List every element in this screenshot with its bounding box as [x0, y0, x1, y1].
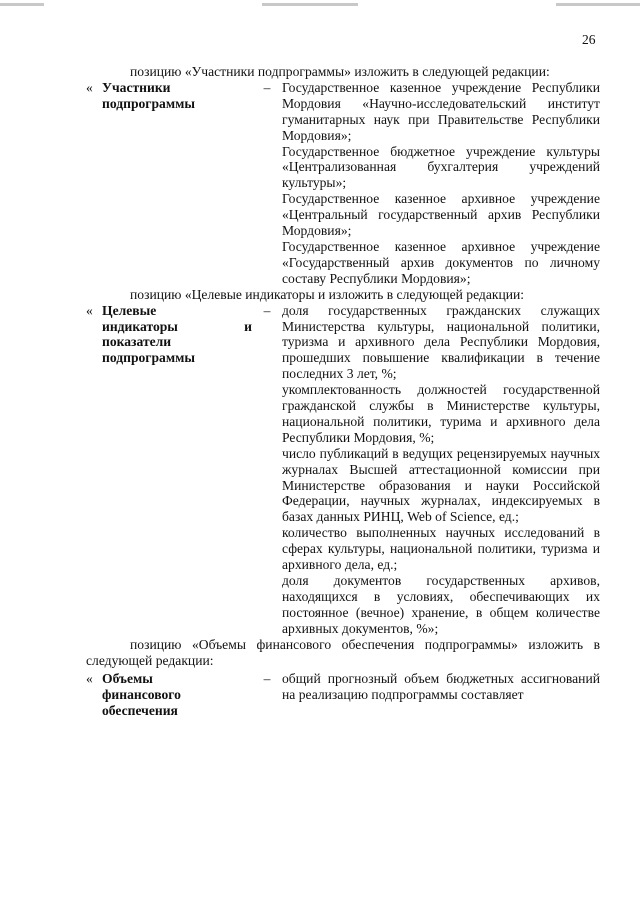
content-item: Государственное казенное учреждение Республики Мордовия «Научно-исследовательский институт гуманитарных наук при Правительстве Республики Мордовия»; — [282, 79, 600, 143]
page-number: 26 — [582, 32, 596, 47]
label-dash: – — [263, 671, 271, 687]
label-dash: – — [263, 302, 271, 318]
content-item: доля документов государственных архивов, находящихся в условиях, обеспечивающих их постоянное (вечное) хранение, в общем количестве архивных документов, %»; — [282, 573, 600, 636]
label-line: индикаторы и — [102, 318, 252, 334]
position-label — [102, 303, 252, 367]
label-line: показатели — [102, 334, 172, 350]
content-item: число публикаций в ведущих рецензируемых научных журналах Высшей аттестационной комиссии при Министерстве образования и науки Российской Федерации, научных журналах, индексируемых в базах данных РИНЦ, Web of Science, ед.; — [282, 445, 600, 525]
scan-artifact — [556, 3, 640, 6]
section-row-financing — [86, 671, 600, 719]
section-row-participants — [86, 80, 600, 287]
scan-artifact — [0, 3, 44, 6]
opening-quote: « — [86, 671, 93, 687]
label-dash: – — [263, 79, 271, 95]
content-item: общий прогнозный объем бюджетных ассигнований на реализацию подпрограммы составляет — [282, 671, 600, 703]
position-content — [282, 303, 600, 637]
opening-quote: « — [86, 302, 93, 318]
label-line: Объемы — [102, 671, 153, 687]
section-row-indicators — [86, 303, 600, 637]
label-line: Участники — [102, 79, 171, 95]
section-intro: позицию «Участники подпрограммы» изложить в следующей редакции: — [130, 64, 550, 79]
label-line: подпрограммы — [102, 95, 195, 111]
content-item: количество выполненных научных исследований в сферах культуры, национальной политики, туризма и архивного дела, ед.; — [282, 525, 600, 573]
opening-quote: « — [86, 79, 93, 95]
content-item: Государственное бюджетное учреждение культуры «Централизованная бухгалтерия учреждений культуры»; — [282, 143, 600, 191]
label-line: обеспечения — [102, 703, 178, 719]
section-intro: позицию «Объемы финансового обеспечения подпрограммы» изложить в следующей редакции: — [86, 636, 600, 668]
position-content — [282, 671, 600, 703]
position-content — [282, 80, 600, 287]
label-line: финансового — [102, 687, 181, 703]
document-body — [86, 64, 600, 719]
position-label — [102, 80, 252, 112]
section-intro: позицию «Целевые индикаторы и изложить в следующей редакции: — [130, 286, 525, 302]
content-item: Государственное казенное архивное учреждение «Центральный государственный архив Республики Мордовия»; — [282, 191, 600, 239]
content-item: укомплектованность должностей государственной гражданской службы в Министерстве культуры, национальной политики, турима и архивного дела Республики Мордовия, %; — [282, 382, 600, 445]
label-line: Целевые — [102, 302, 157, 318]
position-label — [102, 671, 252, 719]
content-item: доля государственных гражданских служащих Министерства культуры, национальной политики, туризма и архивного дела Республики Мордовия, прошедших повышение квалификации в течение последних 3 лет, %; — [282, 302, 600, 382]
content-item: Государственное казенное архивное учреждение «Государственный архив документов по личному составу Республики Мордовия»; — [282, 238, 600, 286]
scan-artifact — [262, 3, 358, 6]
label-line: подпрограммы — [102, 350, 195, 366]
